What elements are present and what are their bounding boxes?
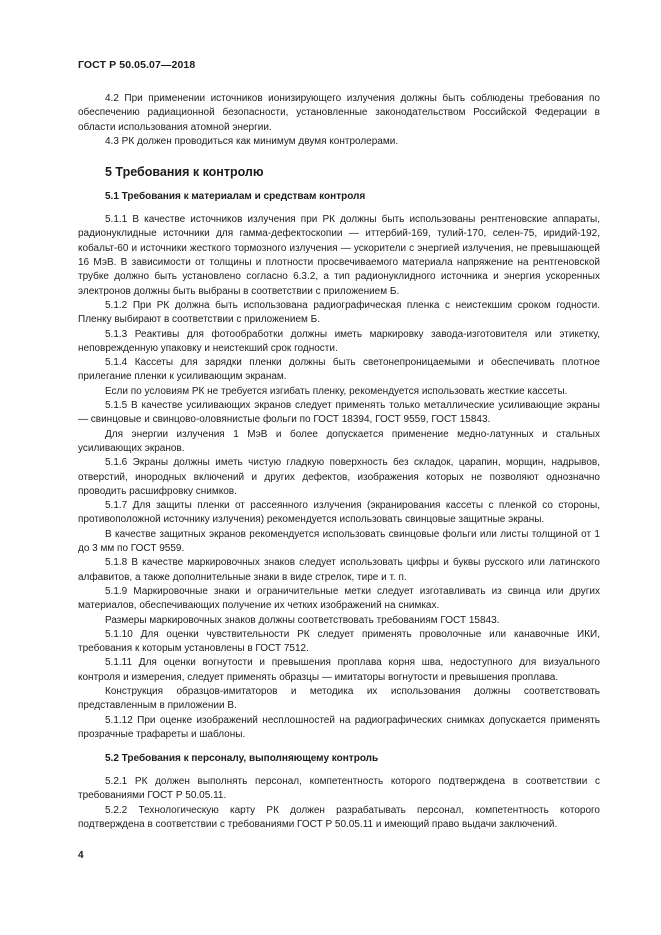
paragraph-5-1-8: 5.1.8 В качестве маркировочных знаков следует использовать цифры и буквы русского или латинского алфавитов, а также дополнительные знаки в виде стрелок, тире и т. п. bbox=[78, 557, 600, 583]
paragraph-5-1-4-note: Если по условиям РК не требуется изгибать пленку, рекомендуется использовать жесткие кассеты. bbox=[105, 385, 568, 397]
paragraph-5-1-5: 5.1.5 В качестве усиливающих экранов следует применять только металлические усиливающие экраны — свинцовые и свинцово-оловянистые фольги по ГОСТ 18394, ГОСТ 9559, ГОСТ 15843. bbox=[78, 400, 600, 426]
paragraph-5-1-7: 5.1.7 Для защиты пленки от рассеянного излучения (экранирования кассеты с пленкой со стороны, противоположной источнику излучения) рекомендуется использовать свинцовые защитные экраны. bbox=[78, 500, 600, 526]
document-code-header: ГОСТ Р 50.05.07—2018 bbox=[78, 59, 196, 71]
document-body bbox=[78, 92, 600, 832]
paragraph-5-1-1: 5.1.1 В качестве источников излучения при РК должны быть использованы рентгеновские аппараты, радионуклидные источники для гамма-дефектоскопии — иттербий-169, тулий-170, селен-75, иридий-192, кобальт-60 и источники жесткого тормозного излучения — ускорители с энергией излучения, не превышающей 16 МэВ. В зависимости от толщины и плотности просвечиваемого материала напряжение на рентгеновской трубке должно быть установлено согласно 6.3.2, а тип радионуклидного источника и энергия ускоренных электронов должны быть выбраны в соответствии с приложением Б. bbox=[78, 214, 600, 297]
paragraph-5-1-11-note: Конструкция образцов-имитаторов и методика их использования должны соответствовать представленным в приложении В. bbox=[78, 685, 600, 712]
subsection-5-2-title: 5.2 Требования к персоналу, выполняющему контроль bbox=[105, 753, 379, 765]
paragraph-5-1-9: 5.1.9 Маркировочные знаки и ограничительные метки следует изготавливать из свинца или других материалов, обеспечивающих получение их четких изображений на снимках. bbox=[78, 585, 600, 612]
paragraph-5-1-2: 5.1.2 При РК должна быть использована радиографическая пленка с неистекшим сроком годности. Пленку выбирают в соответствии с приложением Б. bbox=[78, 299, 600, 326]
paragraph-5-1-5-note: Для энергии излучения 1 МэВ и более допускается применение медно-латунных и стальных усиливающих экранов. bbox=[78, 428, 600, 454]
paragraph-5-1-6: 5.1.6 Экраны должны иметь чистую гладкую поверхность без складок, царапин, морщин, надрывов, отверстий, инородных включений и других дефектов, изображения которых не позволяют однозначно проводить расшифровку снимков. bbox=[78, 457, 600, 497]
paragraph-5-2-1: 5.2.1 РК должен выполнять персонал, компетентность которого подтверждена в соответствии с требованиями ГОСТ Р 50.05.11. bbox=[78, 776, 600, 802]
paragraph-5-1-10: 5.1.10 Для оценки чувствительности РК следует применять проволочные или канавочные ИКИ, требования к которым установлены в ГОСТ 7512. bbox=[78, 628, 600, 655]
paragraph-5-1-4: 5.1.4 Кассеты для зарядки пленки должны быть светонепроницаемыми и обеспечивать плотное прилегание пленки к усиливающим экранам. bbox=[78, 357, 600, 383]
paragraph-5-1-9-note: Размеры маркировочных знаков должны соответствовать требованиям ГОСТ 15843. bbox=[105, 614, 500, 626]
page-number: 4 bbox=[78, 850, 84, 861]
paragraph-5-1-3: 5.1.3 Реактивы для фотообработки должны иметь маркировку завода-изготовителя или этикетку, неповрежденную упаковку и неистекший срок годности. bbox=[78, 328, 600, 354]
paragraph-5-1-12: 5.1.12 При оценке изображений несплошностей на радиографических снимках допускается применять прозрачные трафареты и шаблоны. bbox=[78, 714, 600, 740]
subsection-5-1-title: 5.1 Требования к материалам и средствам контроля bbox=[105, 191, 366, 203]
paragraph-5-1-7-note: В качестве защитных экранов рекомендуется использовать свинцовые фольги или листы толщиной от 1 до 3 мм по ГОСТ 9559. bbox=[78, 528, 600, 555]
paragraph-5-2-2: 5.2.2 Технологическую карту РК должен разрабатывать персонал, компетентность которого подтверждена в соответствии с требованиями ГОСТ Р 50.05.11 и имеющий право выдачи заключений. bbox=[78, 804, 600, 831]
paragraph-4-2: 4.2 При применении источников ионизирующего излучения должны быть соблюдены требования по обеспечению радиационной безопасности, установленные законодательством Российской Федерации в области использования атомной энергии. bbox=[78, 93, 600, 133]
paragraph-5-1-11: 5.1.11 Для оценки вогнутости и превышения проплава корня шва, недоступного для визуального контроля и измерения, следует применять образцы — имитаторы вогнутости и превышения проплава. bbox=[78, 657, 600, 683]
paragraph-4-3: 4.3 РК должен проводиться как минимум двумя контролерами. bbox=[105, 135, 399, 147]
section-5-title: 5 Требования к контролю bbox=[105, 165, 264, 180]
